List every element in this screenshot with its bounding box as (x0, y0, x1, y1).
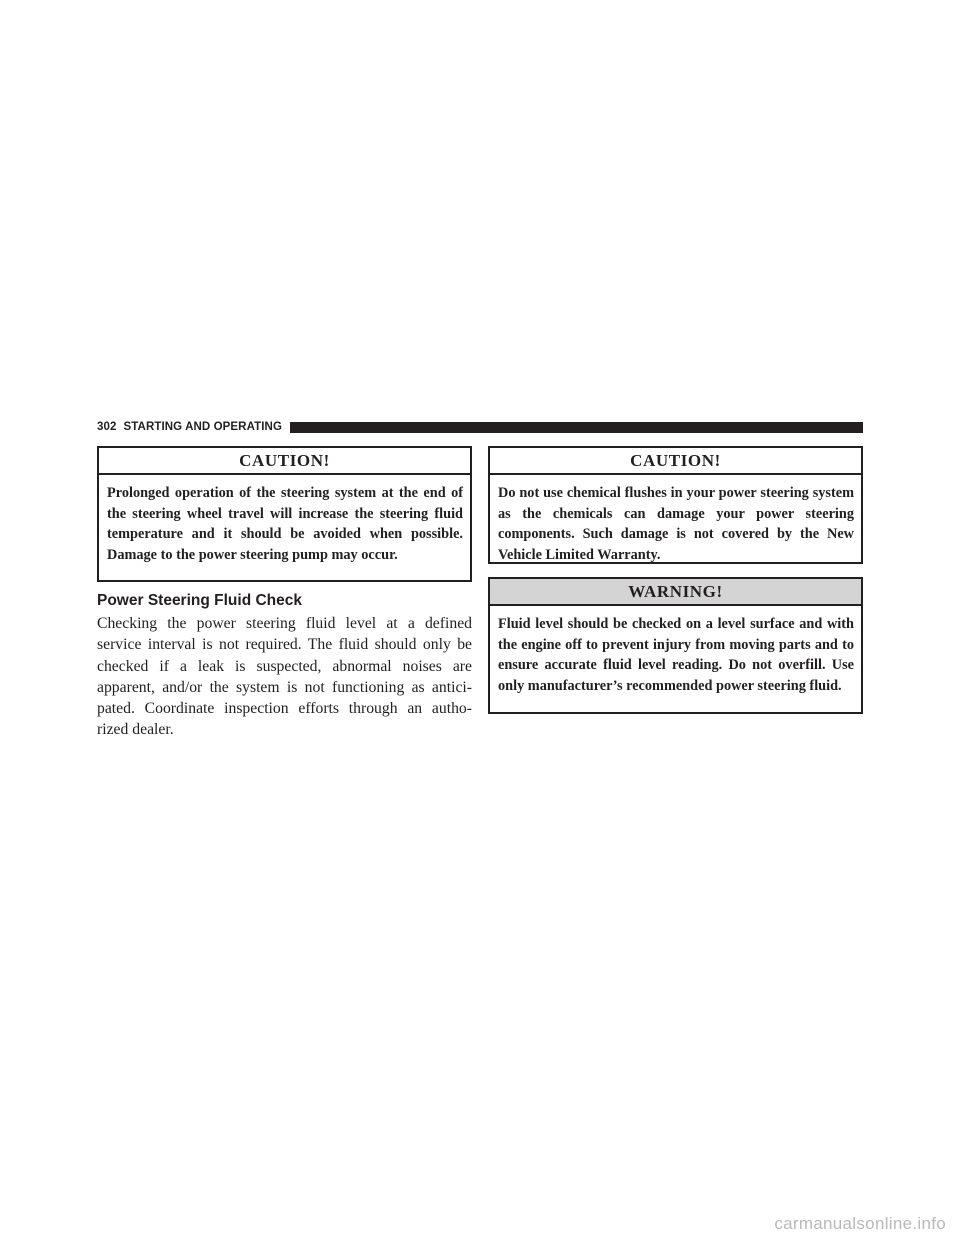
header-rule (290, 422, 863, 433)
body-line: checked if a leak is suspected, abnormal noises are (97, 657, 472, 675)
warning-box-fluid-level (488, 577, 863, 714)
warning-text: Fluid level should be checked on a level surface and with the engine off to prevent injury from moving parts and to ensure accurate fluid level reading. Do not overfill. Use only manufacturer’s recommended power steering fluid. (498, 616, 854, 694)
body-line: pated. Coordinate inspection efforts through an autho- (97, 700, 472, 718)
body-line: rized dealer. (97, 721, 174, 739)
page-number: 302 (97, 421, 117, 433)
section-heading: Power Steering Fluid Check (97, 592, 302, 609)
section-title: STARTING AND OPERATING (123, 421, 283, 433)
body-paragraph (97, 613, 472, 741)
caution-title: CAUTION! (99, 448, 470, 475)
body-line: service interval is not required. The fluid should only be (97, 636, 472, 654)
caution-text: Do not use chemical flushes in your power steering system as the chemicals can damage your power steering components. Such damage is not covered by the New Vehicle Limited Warranty. (498, 485, 854, 563)
page-header (97, 419, 863, 435)
watermark-text: carmanualsonline.info (774, 1214, 946, 1233)
body-line: Checking the power steering fluid level at a defined (97, 615, 472, 632)
caution-box-steering-travel (97, 446, 472, 582)
caution-title: CAUTION! (490, 448, 861, 475)
warning-title: WARNING! (490, 579, 861, 606)
caution-text: Prolonged operation of the steering system at the end of the steering wheel travel will increase the steering fluid temperature and it should be avoided when possible. Damage to the power steering pump may occur. (107, 485, 463, 563)
body-line: apparent, and/or the system is not functioning as antici- (97, 678, 472, 696)
caution-box-chemical-flushes (488, 446, 863, 564)
